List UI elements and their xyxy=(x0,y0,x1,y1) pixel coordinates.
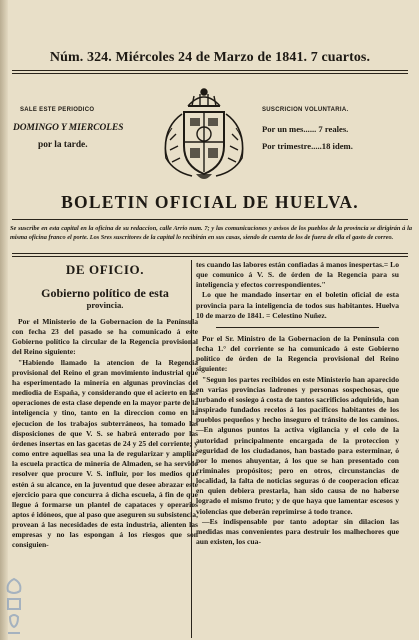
page-edge-shadow xyxy=(0,0,8,640)
left-column xyxy=(12,260,198,551)
article-paragraph: Por el Ministerio de la Gobernacion de la Península con fecha 23 del pasado se ha comunicado á este Gobierno político la circular de la Regencia provisional del Reino siguiente: xyxy=(12,317,198,357)
article-paragraph: "Habiendo llamado la atencion de la Regencia provisional del Reino el gran movimiento industrial que ha esperimentado la minería en algunas provincias del mediodia de España, y considerando que el acierto en las operaciones de esta clase depende en la mayor parte de la inteligencia y tino, tanto en la direccion como en la ejecucion de los trabajos subterráneos, ha tomado las disposiciones de que V. S. se habrá enterado por las órdenes insertas en las gacetas de 24 y 25 del corriente; y como entre aquellas sea una la de regularizar y ampliar la escuela practica de minería de Almaden, se ha servido resolver que procure V. S. influir, por los medios que estén á su alcance, en la juventud que desee abrazar este ejercicio para que concurra á dicha escuela, á fin de que llegue á formarse un plantel de capataces y operarios aptos é idóneos, que al paso que aseguren su subsistencia, provean á las necesidades de esta industria, alienten las empresas y no las espongan á los riesgos que son consiguien- xyxy=(12,357,198,550)
section-heading: DE OFICIO. xyxy=(65,262,145,277)
library-stamp-icon xyxy=(2,575,26,637)
notice-rule-bottom xyxy=(12,256,408,257)
notice-rule-top xyxy=(12,253,408,254)
article-paragraph: Lo que he mandado insertar en el boletin oficial de esta provincia para la inteligencia de todos sus habitantes. Huelva 10 de marzo de 1841. = Celestino Nuñez. xyxy=(196,290,399,320)
title-rule xyxy=(12,219,408,220)
price-per-month: Por un mes...... 7 reales. xyxy=(262,124,349,134)
masthead-rule-top xyxy=(12,70,408,71)
royal-coat-of-arms-icon xyxy=(152,84,256,188)
right-column xyxy=(196,260,399,547)
article-paragraph: "Segun los partes recibidos en este Ministerio han aparecido en varias provincias ladrones y personas sospechosas, que turbando el sosiego á costa de tantos sacrificios adquirido, han inspirado fundados recelos á los pacíficos habitantes de los pueblos pequeños y hecho inseguro el tránsito de los caminos.—En algunos puntos la activa vigilancia y el celo de la autoridad principalmente encargada de la proteccion y seguridad de los ciudadanos, han bastado para esterminar, ó por lo menos ahuyentar, á los que se han presentado con criminales propósitos; pero en otros, circunstancias de localidad, la falta de noticias seguras ó de cooperacion eficaz en quien debiera prestarla, han sido causa de no haberse logrado el mismo fruto; y de que haya que lamentar escesos y violencias que deberán reprimirse á todo trance. xyxy=(196,374,399,516)
newspaper-title: BOLETIN OFICIAL DE HUELVA. xyxy=(61,192,359,212)
article-subheading: provincia. xyxy=(86,300,124,310)
header-left-time: por la tarde. xyxy=(38,140,88,150)
subscription-notice: Se suscribe en esta capital en la oficina de su redaccion, calle Arrio num. 7; y las comunicaciones y avisos de los pueblos de la provincia se dirigirán á la misma oficina franco el porte. Los Sres suscritores de la capital lo recibirán en sus casas, siendo de cuenta de los de fuera de ella el gasto de correo. xyxy=(10,225,412,241)
header-right-line1: SUSCRICION VOLUNTARIA. xyxy=(262,107,349,113)
price-per-trimester: Por trimestre.....18 idem. xyxy=(262,141,353,151)
header-left-days: DOMINGO Y MIERCOLES xyxy=(13,123,124,133)
issue-line: Núm. 324. Miércoles 24 de Marzo de 1841. 7 cuartos. xyxy=(49,50,371,65)
article-paragraph: tes cuando las labores están confiadas á manos inespertas.= Lo que comunico á V. S. de órden de la Regencia para su inteligencia y efectos correspondientes." xyxy=(196,260,399,290)
article-paragraph: Por el Sr. Ministro de la Gobernacion de la Península con fecha 1.° del corriente se ha comunicado á este Gobierno político de órden de la Regencia provisional del Reino siguiente: xyxy=(196,333,399,374)
article-heading: Gobierno político de esta xyxy=(41,286,169,300)
article-separator xyxy=(216,327,379,328)
masthead-rule-bottom xyxy=(12,73,408,74)
header-left-line1: SALE ESTE PERIODICO xyxy=(20,107,95,113)
article-paragraph: —Es indispensable por tanto adoptar sin dilacion las medidas mas convenientes para destruir los malhechores que aun existen, los cua- xyxy=(196,516,399,547)
